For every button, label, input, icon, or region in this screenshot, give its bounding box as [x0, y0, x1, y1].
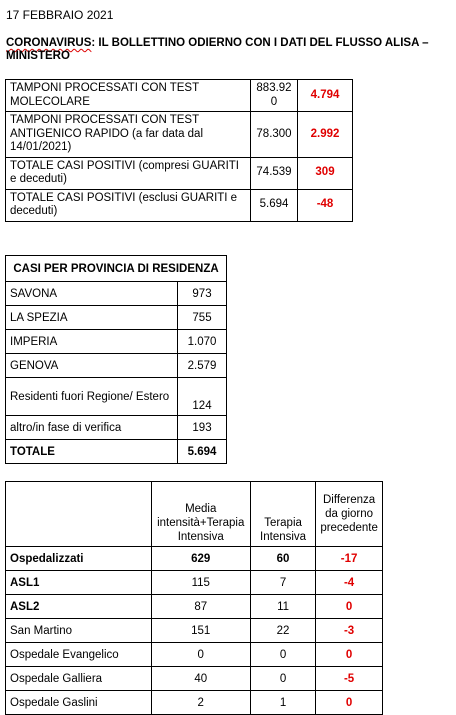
- summary-value: 78.300: [251, 112, 298, 158]
- hospital-row: [6, 643, 383, 667]
- hospital-ti: 0: [250, 643, 315, 667]
- hospital-media: 0: [151, 643, 250, 667]
- province-total-label: TOTALE: [6, 440, 178, 464]
- summary-table: [5, 79, 353, 222]
- hospital-name: ASL1: [6, 571, 152, 595]
- summary-value: 5.694: [251, 189, 298, 221]
- summary-label: TOTALE CASI POSITIVI (esclusi GUARITI e deceduti): [6, 189, 251, 221]
- province-row: [6, 354, 227, 378]
- province-name: LA SPEZIA: [6, 306, 178, 330]
- hospital-header-ti: Terapia Intensiva: [250, 482, 315, 547]
- hospital-diff: -5: [316, 667, 383, 691]
- hospital-ti: 22: [250, 619, 315, 643]
- province-value: 193: [178, 416, 227, 440]
- headline-text: : IL BOLLETTINO ODIERNO CON I DATI DEL FLUSSO ALISA – MINISTERO: [6, 37, 429, 62]
- province-total-row: [6, 440, 227, 464]
- hospital-media: 115: [151, 571, 250, 595]
- hospital-name: San Martino: [6, 619, 152, 643]
- summary-diff: 2.992: [298, 112, 353, 158]
- summary-label: TAMPONI PROCESSATI CON TEST MOLECOLARE: [6, 80, 251, 112]
- province-value: 1.070: [178, 330, 227, 354]
- summary-diff: 4.794: [298, 80, 353, 112]
- hospital-diff: -4: [316, 571, 383, 595]
- province-name: IMPERIA: [6, 330, 178, 354]
- hospital-diff: 0: [316, 691, 383, 715]
- hospital-row: [6, 595, 383, 619]
- province-row: [6, 378, 227, 416]
- province-row: [6, 306, 227, 330]
- province-value: 2.579: [178, 354, 227, 378]
- hospital-row: [6, 619, 383, 643]
- hospital-ti: 0: [250, 667, 315, 691]
- province-value: 124: [178, 378, 227, 416]
- summary-value: 883.92 0: [251, 80, 298, 112]
- hospital-table: [5, 481, 383, 715]
- summary-diff: -48: [298, 189, 353, 221]
- hospital-ti: 11: [250, 595, 315, 619]
- hospital-row: [6, 667, 383, 691]
- hospital-diff: 0: [316, 595, 383, 619]
- document-date: 17 FEBBRAIO 2021: [6, 8, 114, 22]
- hospital-diff: 0: [316, 643, 383, 667]
- province-table: [5, 255, 227, 464]
- province-name: GENOVA: [6, 354, 178, 378]
- province-header-row: [6, 256, 227, 282]
- hospital-media: 629: [151, 547, 250, 571]
- hospital-name: Ospedalizzati: [6, 547, 152, 571]
- hospital-media: 2: [151, 691, 250, 715]
- province-table-header: CASI PER PROVINCIA DI RESIDENZA: [6, 256, 227, 282]
- hospital-header-media: Media intensità+Terapia Intensiva: [151, 482, 250, 547]
- summary-row: [6, 80, 353, 112]
- summary-label: TAMPONI PROCESSATI CON TEST ANTIGENICO RAPIDO (a far data dal 14/01/2021): [6, 112, 251, 158]
- province-name: altro/in fase di verifica: [6, 416, 178, 440]
- province-value: 755: [178, 306, 227, 330]
- province-total-value: 5.694: [178, 440, 227, 464]
- hospital-media: 151: [151, 619, 250, 643]
- summary-value: 74.539: [251, 157, 298, 189]
- headline-keyword[interactable]: CORONAVIRUS: [6, 37, 92, 49]
- headline: [6, 37, 452, 63]
- hospital-row: [6, 691, 383, 715]
- province-row: [6, 330, 227, 354]
- hospital-name: ASL2: [6, 595, 152, 619]
- summary-row: [6, 189, 353, 221]
- summary-label: TOTALE CASI POSITIVI (compresi GUARITI e deceduti): [6, 157, 251, 189]
- hospital-ti: 1: [250, 691, 315, 715]
- hospital-header-row: [6, 482, 383, 547]
- summary-row: [6, 157, 353, 189]
- hospital-media: 87: [151, 595, 250, 619]
- province-name: Residenti fuori Regione/ Estero: [6, 378, 178, 416]
- hospital-diff: -17: [316, 547, 383, 571]
- summary-row: [6, 112, 353, 158]
- hospital-name: Ospedale Galliera: [6, 667, 152, 691]
- hospital-name: Ospedale Gaslini: [6, 691, 152, 715]
- hospital-ti: 7: [250, 571, 315, 595]
- hospital-diff: -3: [316, 619, 383, 643]
- province-row: [6, 282, 227, 306]
- province-value: 973: [178, 282, 227, 306]
- hospital-media: 40: [151, 667, 250, 691]
- summary-diff: 309: [298, 157, 353, 189]
- province-name: SAVONA: [6, 282, 178, 306]
- hospital-name: Ospedale Evangelico: [6, 643, 152, 667]
- hospital-ti: 60: [250, 547, 315, 571]
- hospital-header-diff: Differenza da giorno precedente: [316, 482, 383, 547]
- hospital-header-empty: [6, 482, 152, 547]
- province-row: [6, 416, 227, 440]
- hospital-row: [6, 547, 383, 571]
- hospital-row: [6, 571, 383, 595]
